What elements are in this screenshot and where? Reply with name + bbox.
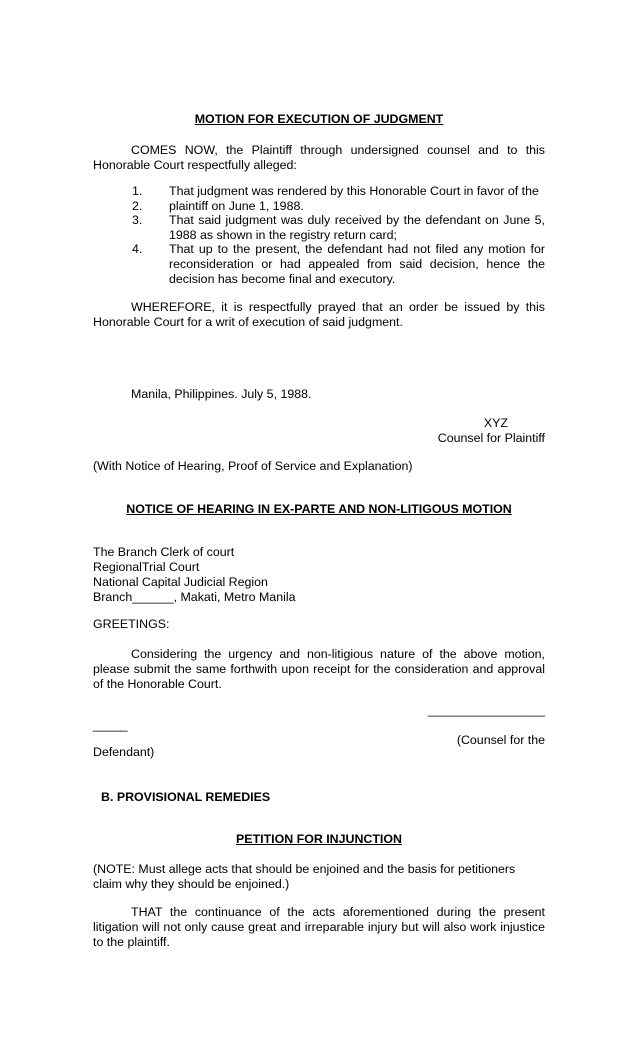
signatory-name: XYZ — [483, 416, 508, 430]
list-item-number: 3. — [132, 213, 143, 227]
signature-line-continued: _____ — [93, 718, 128, 732]
section-heading: B. PROVISIONAL REMEDIES — [101, 790, 271, 804]
petition-title: PETITION FOR INJUNCTION — [236, 832, 402, 846]
signature-line: _________________ — [427, 703, 545, 717]
counsel-label-continued: Defendant) — [93, 745, 155, 759]
address-line: National Capital Judicial Region — [93, 575, 268, 589]
address-line: RegionalTrial Court — [93, 560, 200, 574]
notice-body-paragraph: Considering the urgency and non-litigious nature of the above motion, please submit the same forthwith upon receipt for the consideration and approval of the Honorable Court. — [93, 647, 545, 691]
list-item-text: plaintiff on June 1, 1988. — [169, 199, 304, 213]
addressee-block — [93, 545, 545, 605]
counsel-label: (Counsel for the — [456, 733, 545, 747]
list-item-number: 2. — [132, 199, 143, 213]
notice-title: NOTICE OF HEARING IN EX-PARTE AND NON-LITIGOUS MOTION — [126, 502, 512, 516]
place-date: Manila, Philippines. July 5, 1988. — [131, 387, 312, 401]
greeting: GREETINGS: — [93, 617, 170, 631]
list-item-text: That said judgment was duly received by the defendant on June 5, 1988 as shown in the registry return card; — [169, 213, 545, 242]
motion-intro-paragraph: COMES NOW, the Plaintiff through undersigned counsel and to this Honorable Court respectfully alleged: — [93, 143, 545, 172]
wherefore-paragraph: WHEREFORE, it is respectfully prayed that an order be issued by this Honorable Court for a writ of execution of said judgment. — [93, 300, 545, 329]
address-line: Branch______, Makati, Metro Manila — [93, 590, 296, 604]
list-item-text: That judgment was rendered by this Honorable Court in favor of the — [169, 184, 539, 198]
attachments-note: (With Notice of Hearing, Proof of Service and Explanation) — [93, 459, 413, 473]
address-line: The Branch Clerk of court — [93, 545, 235, 559]
signatory-title: Counsel for Plaintiff — [437, 431, 545, 445]
petition-body-paragraph: THAT the continuance of the acts aforementioned during the present litigation will not only cause great and irreparable injury but will also work injustice to the plaintiff. — [93, 905, 545, 949]
list-item-number: 4. — [132, 242, 143, 256]
petition-note: (NOTE: Must allege acts that should be enjoined and the basis for petitioners claim why they should be enjoined.) — [93, 862, 516, 891]
motion-title: MOTION FOR EXECUTION OF JUDGMENT — [194, 112, 444, 126]
list-item-text: That up to the present, the defendant had not filed any motion for reconsideration or had appealed from said decision, hence the decision has become final and executory. — [169, 242, 545, 286]
list-item-number: 1. — [132, 184, 143, 198]
